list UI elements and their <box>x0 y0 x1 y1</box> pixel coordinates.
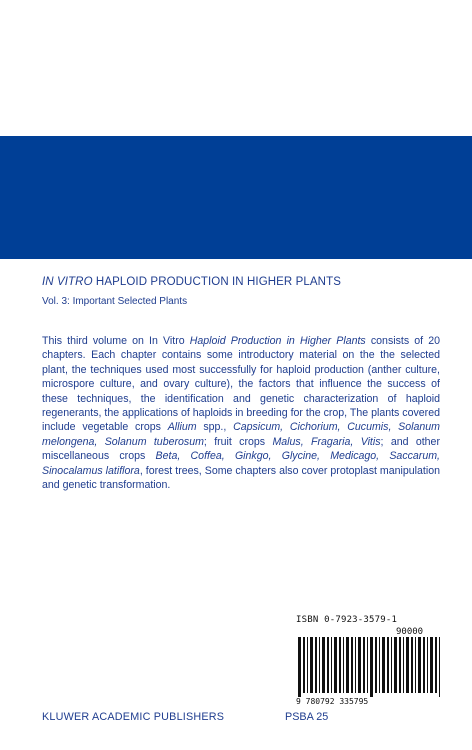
barcode-bar <box>351 637 353 693</box>
description-text-run: consists of 20 chapters. Each chapter contains some introductory material on the the selected plant, the techniques used most successfully for haploid production (anther culture, microspore culture, and ovary culture), the factors that influence the success of these techniques, the identification and genetic characterization of haploid regenerants, the applications of haploids in breeding for the crop, The plants covered include vegetable crops <box>42 335 440 434</box>
book-description <box>42 334 440 492</box>
barcode-bar <box>346 637 349 693</box>
ean-digits: 9 780792 335795 <box>296 697 369 706</box>
description-text-run: spp., <box>196 421 234 434</box>
publisher-name: KLUWER ACADEMIC PUBLISHERS <box>42 711 225 723</box>
barcode-bar <box>423 637 425 693</box>
barcode-bar <box>327 637 329 693</box>
description-italic-run: Allium <box>167 421 197 434</box>
description-italic-run: Haploid Production in Higher Plants <box>189 335 366 347</box>
isbn-barcode <box>296 615 444 710</box>
barcode-bar <box>415 637 416 693</box>
barcode-bar <box>358 637 361 693</box>
barcode-bars <box>296 637 444 697</box>
barcode-bar <box>334 637 337 693</box>
book-title-rest: HAPLOID PRODUCTION IN HIGHER PLANTS <box>92 276 341 288</box>
barcode-bar <box>331 637 332 693</box>
barcode-bar <box>430 637 433 693</box>
barcode-bar <box>435 637 437 693</box>
barcode-bar <box>427 637 428 693</box>
barcode-bar <box>391 637 392 693</box>
description-italic-run: Beta, Coffea, Ginkgo, Glycine, Medicago, Saccarum, Sinocalamus latiflora <box>42 450 440 477</box>
barcode-bar <box>387 637 389 693</box>
cover-color-band <box>0 136 472 259</box>
barcode-bar <box>315 637 317 693</box>
isbn-number: ISBN 0-7923-3579-1 <box>296 615 398 625</box>
barcode-bar <box>379 637 380 693</box>
barcode-bar <box>363 637 365 693</box>
description-text-run: ; and other miscellaneous crops <box>42 435 440 463</box>
barcode-bar <box>343 637 344 693</box>
barcode-bar <box>310 637 313 693</box>
barcode-bar <box>319 637 320 693</box>
barcode-bar <box>394 637 397 693</box>
barcode-bar <box>355 637 356 693</box>
barcode-bar <box>339 637 341 693</box>
barcode-bar <box>367 637 368 693</box>
barcode-bar <box>418 637 421 693</box>
barcode-bar <box>406 637 409 693</box>
book-title <box>42 276 442 288</box>
barcode-price-code: 90000 <box>396 627 424 637</box>
barcode-bar <box>439 637 440 697</box>
barcode-bar <box>370 637 373 697</box>
description-italic-run: Capsicum, Cichorium, Cucumis, Solanum melongena, Solanum tuberosum <box>42 421 440 448</box>
barcode-bar <box>375 637 377 693</box>
barcode-bar <box>303 637 305 693</box>
barcode-bar <box>382 637 385 693</box>
description-italic-run: Malus, Fragaria, Vitis <box>272 435 381 448</box>
barcode-bar <box>298 637 301 697</box>
description-text-run: ; fruit crops <box>203 435 273 448</box>
book-title-italic: IN VITRO <box>42 276 93 288</box>
barcode-bar <box>322 637 325 693</box>
description-text-run: This third volume on In Vitro <box>42 335 190 347</box>
series-code: PSBA 25 <box>285 711 329 723</box>
barcode-bar <box>307 637 308 693</box>
barcode-bar <box>411 637 413 693</box>
volume-subtitle: Vol. 3: Important Selected Plants <box>42 296 188 307</box>
barcode-bar <box>399 637 401 693</box>
description-text-run: , forest trees, Some chapters also cover protoplast manipulation and genetic transformation. <box>42 464 441 492</box>
barcode-bar <box>403 637 404 693</box>
